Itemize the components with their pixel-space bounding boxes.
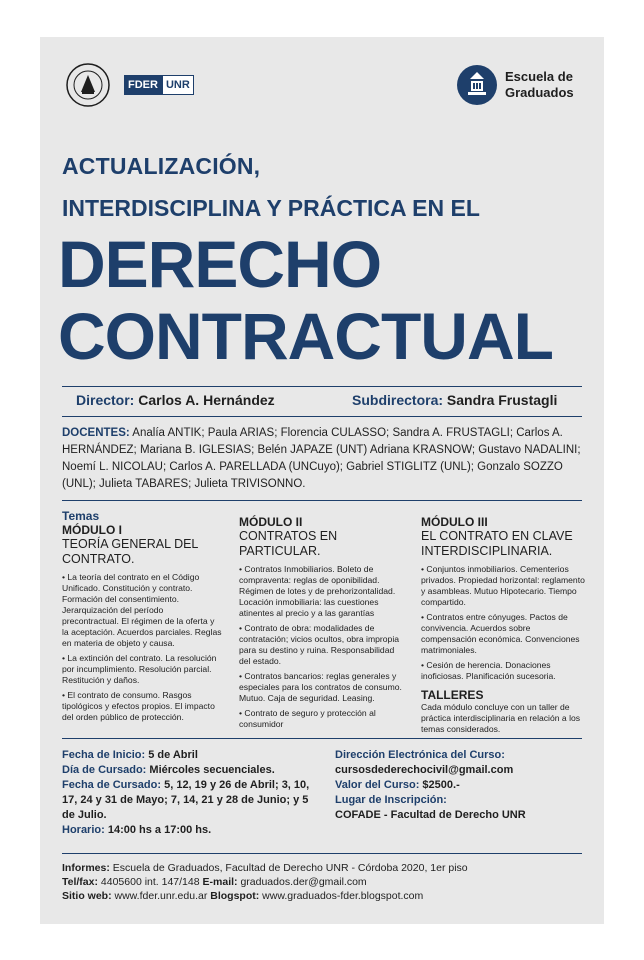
talleres-title: TALLERES: [421, 688, 484, 702]
fder-text: FDER: [124, 75, 162, 95]
list-item: • Contrato de obra: modalidades de contratación; vicios ocultos, obra impropia para su destino y ruina. Responsabilidad del estado.: [239, 623, 400, 666]
dia-cursado-value: Miércoles secuenciales.: [149, 764, 275, 776]
web-label: Sitio web:: [62, 890, 112, 902]
list-item: • Contrato de seguro y protección al consumidor: [239, 708, 376, 729]
subdirectora: [352, 392, 557, 408]
modulo1-subtitle: TEORÍA GENERAL DEL CONTRATO.: [62, 537, 198, 566]
valor-label: Valor del Curso:: [335, 779, 420, 791]
escuela-line1: Escuela de: [505, 69, 573, 84]
title-big2: CONTRACTUAL: [58, 299, 553, 373]
tel-label: Tel/fax:: [62, 876, 98, 888]
blog-link[interactable]: www.graduados-fder.blogspot.com: [262, 890, 424, 902]
divider: [62, 853, 582, 854]
horario: [62, 823, 312, 838]
list-item: • El contrato de consumo. Rasgos tipológicos y efectos propios. El impacto del orden público de protección.: [62, 690, 215, 722]
lugar-value: COFADE - Facultad de Derecho UNR: [335, 809, 526, 821]
modulo3-column: [421, 515, 585, 739]
info-left: [62, 748, 312, 838]
docentes-label: DOCENTES:: [62, 427, 130, 439]
talleres-text: Cada módulo concluye con un taller de práctica interdisciplinaria en relación a los temas considerados.: [421, 702, 581, 734]
title-line1: ACTUALIZACIÓN,: [62, 153, 261, 179]
fecha-cursado-label: Fecha de Cursado:: [62, 779, 162, 791]
unr-seal-logo: [66, 63, 110, 107]
tel-value: 4405600 int. 147/148: [100, 876, 200, 888]
list-item: • Contratos entre cónyuges. Pactos de convivencia. Acuerdos sobre compensación económica. Convenciones matrimoniales.: [421, 612, 580, 655]
footer: [62, 861, 468, 903]
divider: [62, 738, 582, 739]
modulo3-subtitle: EL CONTRATO EN CLAVE INTERDISCIPLINARIA.: [421, 529, 573, 558]
temas-label: Temas: [62, 509, 100, 523]
docentes-text: Analía ANTIK; Paula ARIAS; Florencia CULASSO; Sandra A. FRUSTAGLI; Carlos A. HERNÁNDEZ; Mariana B. IGLESIAS; Belén JAPAZE (UNT) Adriana KRASNOW; Gustavo NADALINI; Noemí L. NICOLAU; Carlos A. PARELLADA (UNCuyo); Gabriel STIGLITZ (UNL); Gonzalo SOZZO (UNL); Julieta TABARES; Julieta TRIVISONNO.: [62, 427, 581, 490]
valor-value: $2500.-: [422, 779, 460, 791]
dia-cursado: [62, 763, 312, 778]
modulo2-title: MÓDULO II: [239, 515, 303, 529]
course-email[interactable]: cursosdederechocivil@gmail.com: [335, 764, 514, 776]
title-big1: DERECHO: [58, 227, 382, 301]
horario-label: Horario:: [62, 824, 105, 836]
subdirectora-name: Sandra Frustagli: [446, 392, 558, 408]
director-name: Carlos A. Hernández: [138, 392, 275, 408]
course-email-label: Dirección Electrónica del Curso:: [335, 749, 505, 761]
dia-cursado-label: Día de Cursado:: [62, 764, 147, 776]
fecha-inicio: [62, 748, 312, 763]
fecha-cursado-value: 5, 12, 19 y 26 de Abril; 3, 10, 17, 24 y 31 de Mayo; 7, 14, 21 y 28 de Junio; y 5 de Julio.: [62, 779, 310, 821]
title-line2: INTERDISCIPLINA Y PRÁCTICA EN EL: [62, 195, 480, 221]
building-icon: [457, 65, 497, 105]
list-item: • Contratos Inmobiliarios. Boleto de compraventa: reglas de oponibilidad. Régimen de lotes y de prehorizontalidad. Locación inmobiliaria: las cuestiones atinentes al precio y a las garantías: [239, 564, 396, 618]
horario-value: 14:00 hs a 17:00 hs.: [107, 824, 212, 836]
modulo1-column: [62, 509, 222, 727]
fder-unr-logo: [124, 75, 194, 95]
list-item: • Conjuntos inmobiliarios. Cementerios privados. Propiedad horizontal: reglamento y asambleas. Mutuo Hipotecario. Tiempo compartido.: [421, 564, 585, 607]
blog-label: Blogspot:: [210, 890, 260, 902]
email-label: E-mail:: [202, 876, 238, 888]
email-value[interactable]: graduados.der@gmail.com: [240, 876, 367, 888]
escuela-logo: [457, 65, 574, 105]
list-item: • La extinción del contrato. La resolución por incumplimiento. Resolución parcial. Restitución y daños.: [62, 653, 217, 685]
fecha-cursado: [62, 778, 312, 823]
info-right: [335, 748, 585, 823]
director: [76, 392, 275, 408]
unr-text: UNR: [162, 75, 194, 95]
modulo2-column: [239, 515, 405, 734]
fecha-inicio-label: Fecha de Inicio:: [62, 749, 146, 761]
modulo1-title: MÓDULO I: [62, 523, 122, 537]
divider: [62, 416, 582, 417]
escuela-line2: Graduados: [505, 85, 574, 100]
director-label: Director:: [76, 392, 135, 408]
divider: [62, 386, 582, 387]
lugar-label: Lugar de Inscripción:: [335, 794, 447, 806]
docentes: [62, 425, 582, 493]
modulo3-title: MÓDULO III: [421, 515, 488, 529]
informes-value: Escuela de Graduados, Facultad de Derecho UNR - Córdoba 2020, 1er piso: [112, 862, 468, 874]
divider: [62, 500, 582, 501]
modulo2-subtitle: CONTRATOS EN PARTICULAR.: [239, 529, 338, 558]
list-item: • Cesión de herencia. Donaciones inoficiosas. Planificación sucesoria.: [421, 660, 556, 681]
list-item: • Contratos bancarios: reglas generales y especiales para los contratos de consumo. Mutuo. Caja de seguridad. Leasing.: [239, 671, 402, 703]
subdirectora-label: Subdirectora:: [352, 392, 444, 408]
escuela-title: [505, 69, 574, 101]
fecha-inicio-value: 5 de Abril: [148, 749, 198, 761]
informes-label: Informes:: [62, 862, 110, 874]
list-item: • La teoría del contrato en el Código Unificado. Constitución y contrato. Formación del consentimiento. Jerarquización del período precontractual. El régimen de la oferta y la aceptación. Acuerdos parciales. Reglas en materia de objeto y causa.: [62, 572, 222, 648]
poster: [40, 37, 604, 924]
web-link[interactable]: www.fder.unr.edu.ar: [114, 890, 208, 902]
